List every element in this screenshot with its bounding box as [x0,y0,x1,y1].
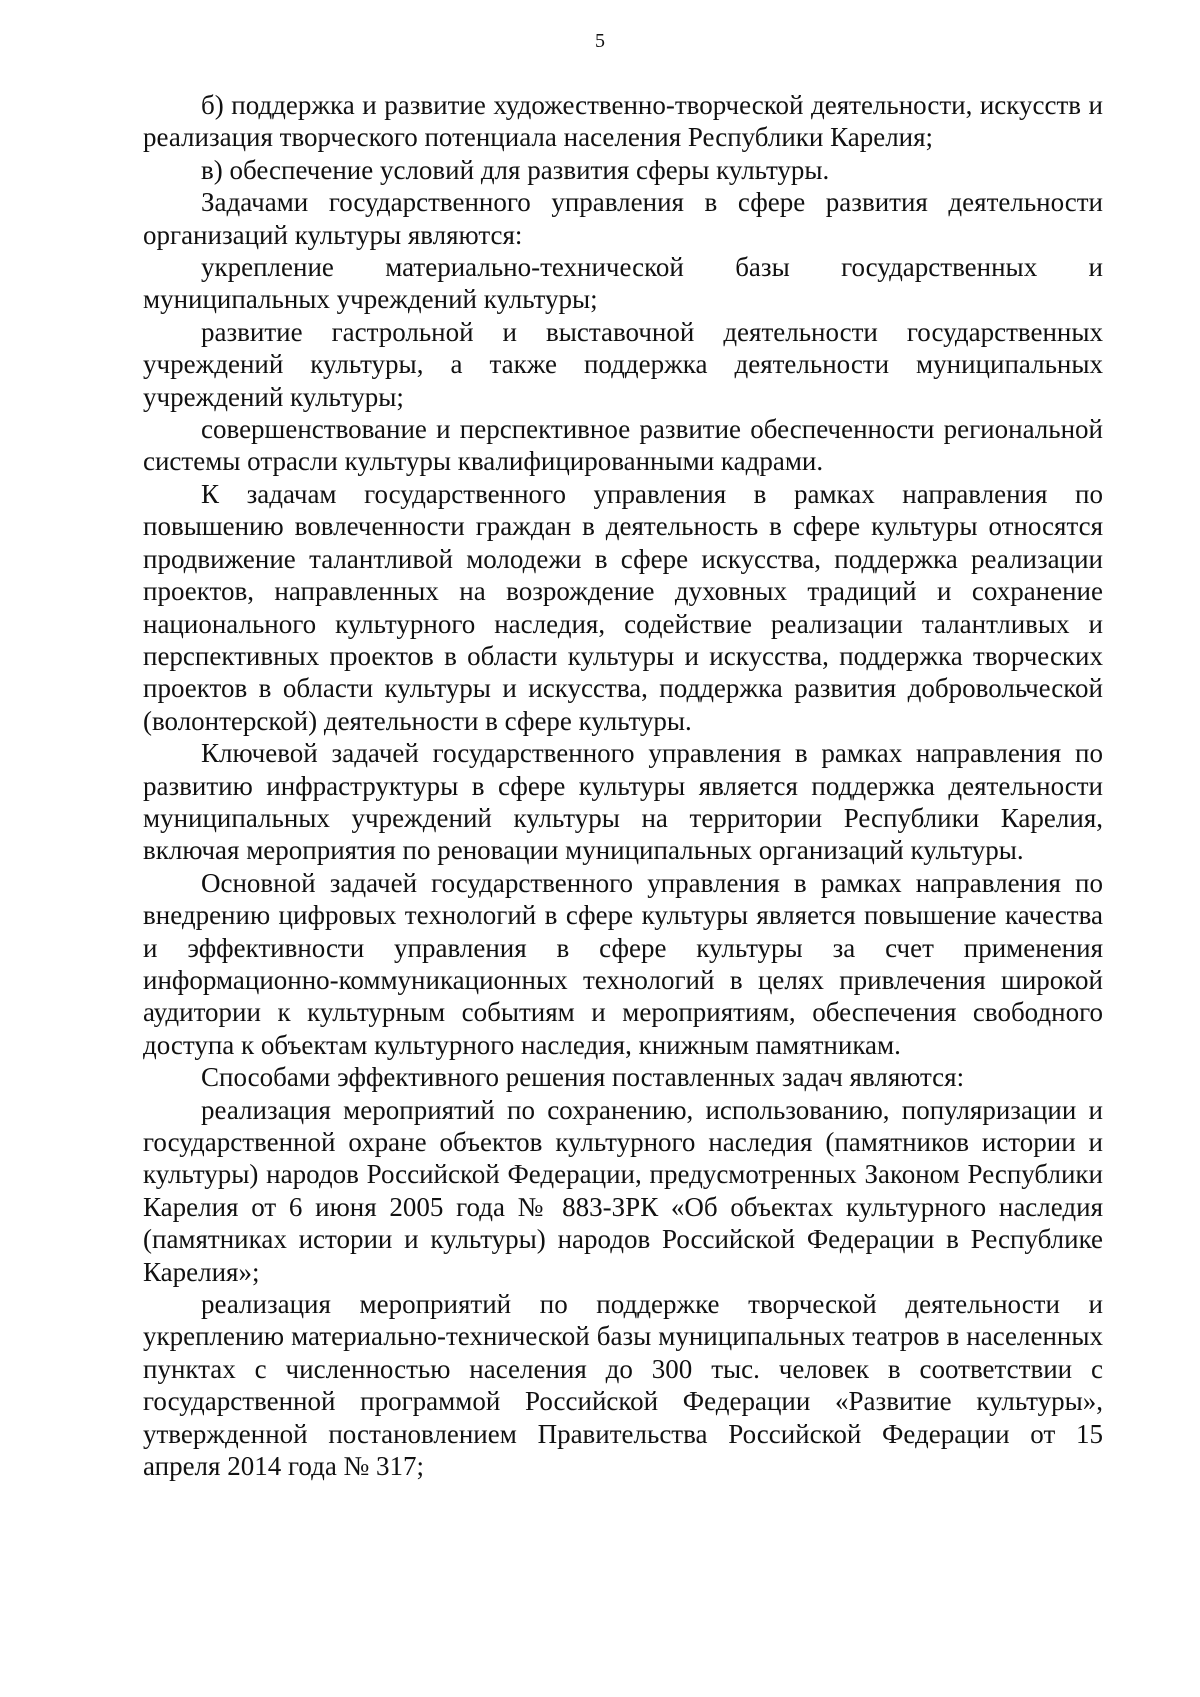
document-body [143,89,1103,1482]
paragraph-item-b: б) поддержка и развитие художественно-творческой деятельности, искусств и реализация творческого потенциала населения Республики Карелия; [143,90,1103,153]
paragraph-task-base: укрепление материально-технической базы государственных и муниципальных учреждений культуры; [143,252,1103,315]
paragraph-task-touring: развитие гастрольной и выставочной деятельности государственных учреждений культуры, а также поддержка деятельности муниципальных учреждений культуры; [143,316,1103,412]
paragraph-tasks-intro: Задачами государственного управления в сфере развития деятельности организаций культуры являются: [143,187,1103,250]
paragraph-item-v: в) обеспечение условий для развития сферы культуры. [201,154,830,185]
paragraph-infrastructure: Ключевой задачей государственного управления в рамках направления по развитию инфраструктуры в сфере культуры является поддержка деятельности муниципальных учреждений культуры на территории Республики Карелия, включая мероприятия по реновации муниципальных организаций культуры. [143,738,1103,866]
paragraph-theaters: реализация мероприятий по поддержке творческой деятельности и укреплению материально-технической базы муниципальных театров в населенных пунктах с численностью населения до 300 тыс. человек в соответствии с государственной программой Российской Федерации «Развитие культуры», утвержденной постановлением Правительства Российской Федерации от 15 апреля 2014 года № 317; [143,1289,1103,1482]
paragraph-heritage: реализация мероприятий по сохранению, использованию, популяризации и государственной охране объектов культурного наследия (памятников истории и культуры) народов Российской Федерации, предусмотренных Законом Республики Карелия от 6 июня 2005 года № 883-ЗРК «Об объектах культурного наследия (памятниках истории и культуры) народов Российской Федерации в Республике Карелия»; [143,1094,1103,1287]
paragraph-digital: Основной задачей государственного управления в рамках направления по внедрению цифровых технологий в сфере культуры является повышение качества и эффективности управления в сфере культуры за счет применения информационно-коммуникационных технологий в целях привлечения широкой аудитории к культурным событиям и мероприятиям, обеспечения свободного доступа к объектам культурного наследия, книжным памятникам. [143,867,1103,1060]
page-number: 5 [595,30,605,52]
paragraph-engagement: К задачам государственного управления в рамках направления по повышению вовлеченности граждан в деятельность в сфере культуры относятся продвижение талантливой молодежи в сфере искусства, поддержка реализации проектов, направленных на возрождение духовных традиций и сохранение национального культурного наследия, содействие реализации талантливых и перспективных проектов в области культуры и искусства, поддержка творческих проектов в области культуры и искусства, поддержка развития добровольческой (волонтерской) деятельности в сфере культуры. [143,478,1103,736]
paragraph-methods-intro: Способами эффективного решения поставленных задач являются: [201,1062,965,1093]
paragraph-task-staff: совершенствование и перспективное развитие обеспеченности региональной системы отрасли культуры квалифицированными кадрами. [143,414,1103,477]
